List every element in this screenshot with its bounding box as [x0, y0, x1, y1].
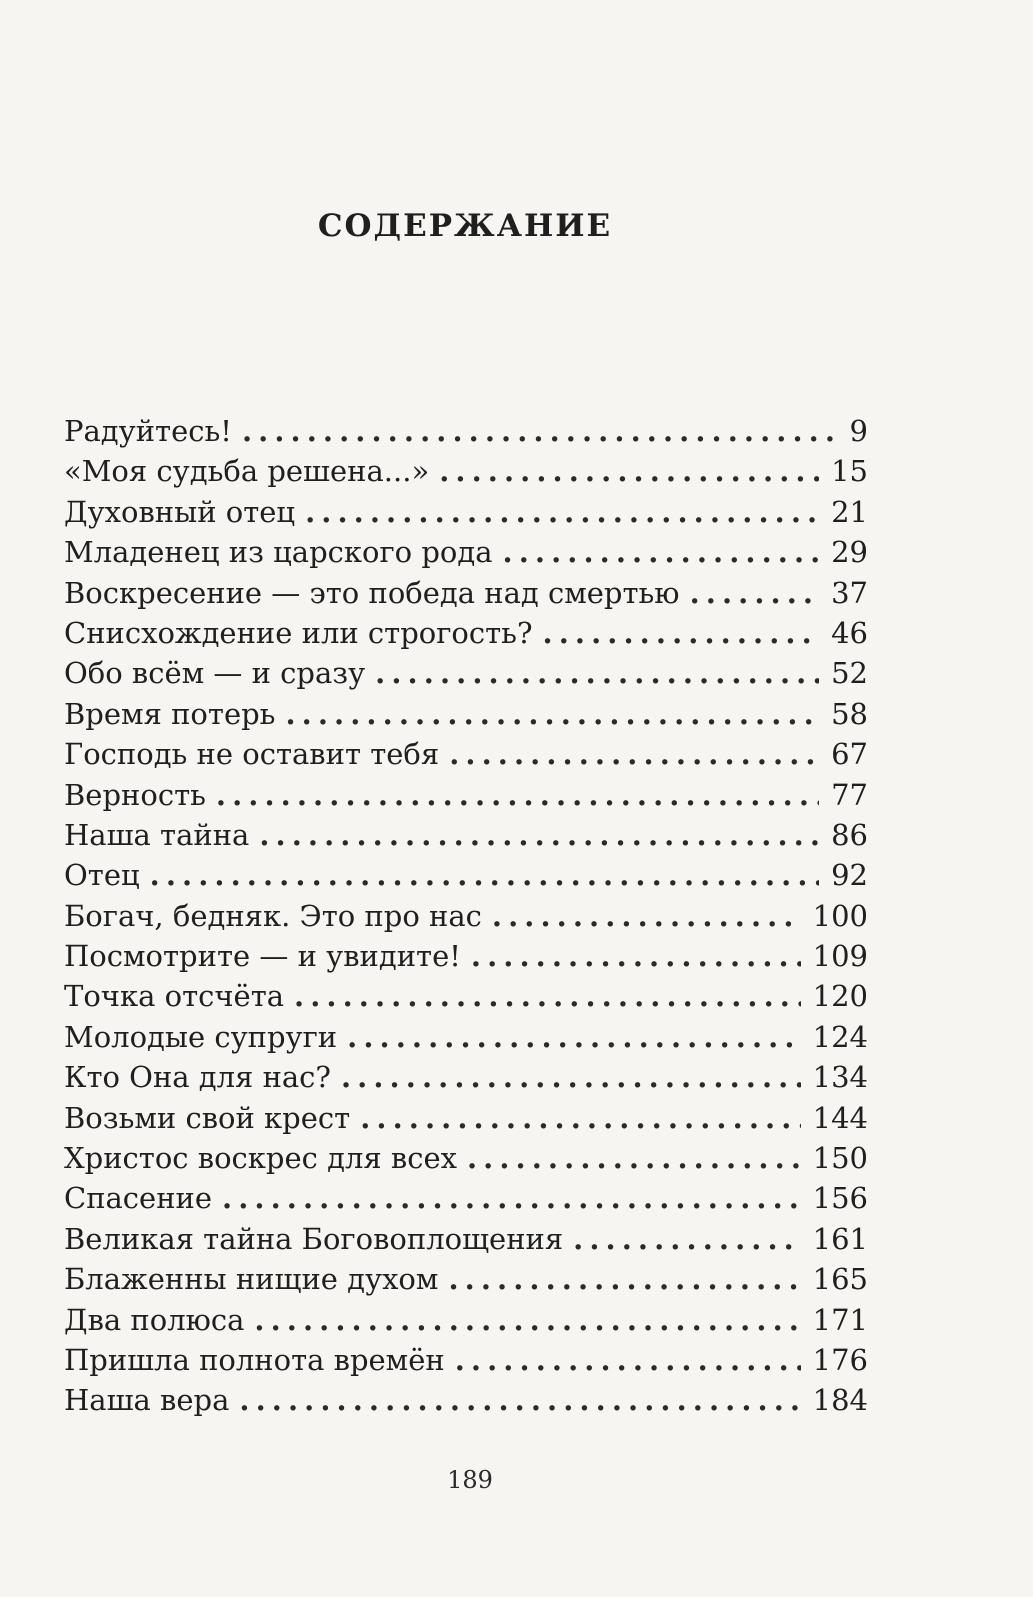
toc-entry-page: 37	[831, 575, 868, 610]
toc-entry-page: 176	[812, 1342, 868, 1377]
dot-leader	[216, 778, 819, 812]
toc-entry	[64, 616, 868, 656]
dot-leader	[543, 616, 820, 650]
toc-entry-title: Младенец из царского рода	[64, 535, 493, 570]
toc-entry-page: 144	[812, 1100, 868, 1135]
toc-entry-title: Блаженны нищие духом	[64, 1262, 439, 1297]
toc-entry-page: 150	[812, 1141, 868, 1176]
toc-entry-title: Богач, бедняк. Это про нас	[64, 898, 482, 933]
dot-leader	[503, 535, 820, 569]
toc-entry	[64, 697, 868, 737]
toc-entry	[64, 1343, 868, 1383]
dot-leader	[254, 1303, 800, 1337]
page-title: СОДЕРЖАНИЕ	[317, 208, 613, 244]
dot-leader	[573, 1222, 800, 1256]
toc-entry	[64, 899, 868, 939]
dot-leader	[690, 576, 820, 610]
toc-entry-title: Верность	[64, 777, 206, 812]
toc-entry	[64, 495, 868, 535]
dot-leader	[259, 818, 819, 852]
dot-leader	[341, 1060, 801, 1094]
dot-leader	[455, 1343, 801, 1377]
toc-entry-page: 92	[831, 858, 868, 893]
toc-entry	[64, 454, 868, 494]
dot-leader	[439, 454, 819, 488]
dot-leader	[222, 1181, 801, 1215]
toc-entry	[64, 656, 868, 696]
toc-entry	[64, 858, 868, 898]
toc-entry	[64, 1101, 868, 1141]
toc-entry-page: 124	[812, 1019, 868, 1054]
toc-entry-title: Духовный отец	[64, 494, 296, 529]
toc-entry-page: 109	[812, 939, 868, 974]
toc-entry-page: 161	[812, 1221, 868, 1256]
toc-entry	[64, 1222, 868, 1262]
toc-entry-title: Снисхождение или строгость?	[64, 615, 533, 650]
toc-entry-page: 77	[831, 777, 868, 812]
dot-leader	[449, 737, 819, 771]
dot-leader	[294, 979, 801, 1013]
toc-entry-page: 21	[831, 494, 868, 529]
toc-entry-title: Спасение	[64, 1181, 213, 1216]
toc-entry-page: 58	[831, 696, 868, 731]
toc-entry-title: Господь не оставит тебя	[64, 737, 440, 772]
toc-entry-title: Наша вера	[64, 1383, 230, 1418]
toc-entry-page: 165	[812, 1262, 868, 1297]
toc-entry-page: 67	[831, 737, 868, 772]
toc-entry	[64, 939, 868, 979]
dot-leader	[242, 414, 836, 448]
toc-entry-title: Радуйтесь!	[64, 414, 232, 448]
dot-leader	[360, 1101, 800, 1135]
dot-leader	[375, 656, 819, 690]
dot-leader	[305, 495, 819, 529]
toc-entry-title: Обо всём — и сразу	[64, 656, 366, 691]
toc-entry	[64, 979, 868, 1019]
dot-leader	[239, 1383, 800, 1417]
dot-leader	[471, 939, 801, 973]
toc-entry-title: «Моя судьба решена...»	[64, 454, 430, 489]
toc-entry	[64, 778, 868, 818]
toc-entry	[64, 1303, 868, 1343]
toc-entry-title: Пришла полнота времён	[64, 1342, 445, 1377]
toc-entry-page: 52	[831, 656, 868, 691]
toc-entry	[64, 818, 868, 858]
toc-entry-title: Два полюса	[64, 1302, 245, 1337]
toc-entry	[64, 1383, 868, 1423]
toc-entry-title: Великая тайна Боговоплощения	[64, 1221, 564, 1256]
toc-entry-title: Точка отсчёта	[64, 979, 285, 1014]
dot-leader	[448, 1262, 800, 1296]
toc-entry-title: Христос воскрес для всех	[64, 1141, 457, 1176]
toc-entry	[64, 414, 868, 454]
toc-entry-title: Наша тайна	[64, 817, 250, 852]
toc-entry-page: 171	[812, 1302, 868, 1337]
toc-entry-title: Воскресение — это победа над смертью	[64, 575, 680, 610]
toc-entry	[64, 1141, 868, 1181]
table-of-contents	[64, 414, 868, 1424]
toc-entry	[64, 737, 868, 777]
toc-entry-page: 29	[831, 535, 868, 570]
dot-leader	[285, 697, 819, 731]
toc-entry-title: Возьми свой крест	[64, 1100, 351, 1135]
toc-entry-page: 86	[831, 817, 868, 852]
toc-entry-page: 15	[831, 454, 868, 489]
dot-leader	[492, 899, 801, 933]
toc-entry	[64, 1060, 868, 1100]
toc-entry-title: Время потерь	[64, 696, 276, 731]
toc-entry-page: 134	[812, 1060, 868, 1095]
toc-entry	[64, 1020, 868, 1060]
toc-entry	[64, 576, 868, 616]
toc-entry-page: 46	[831, 615, 868, 650]
page-number: 189	[447, 1466, 493, 1494]
toc-entry	[64, 535, 868, 575]
toc-entry-title: Молодые супруги	[64, 1019, 338, 1054]
toc-entry	[64, 1181, 868, 1221]
toc-entry-page: 9	[849, 414, 868, 448]
toc-entry	[64, 1262, 868, 1302]
toc-entry-title: Кто Она для нас?	[64, 1060, 331, 1095]
toc-entry-page: 120	[812, 979, 868, 1014]
toc-entry-page: 100	[812, 898, 868, 933]
toc-entry-page: 156	[812, 1181, 868, 1216]
dot-leader	[467, 1141, 801, 1175]
toc-entry-title: Посмотрите — и увидите!	[64, 939, 461, 974]
toc-entry-title: Отец	[64, 858, 140, 893]
dot-leader	[150, 858, 819, 892]
dot-leader	[347, 1020, 801, 1054]
toc-entry-page: 184	[812, 1383, 868, 1418]
